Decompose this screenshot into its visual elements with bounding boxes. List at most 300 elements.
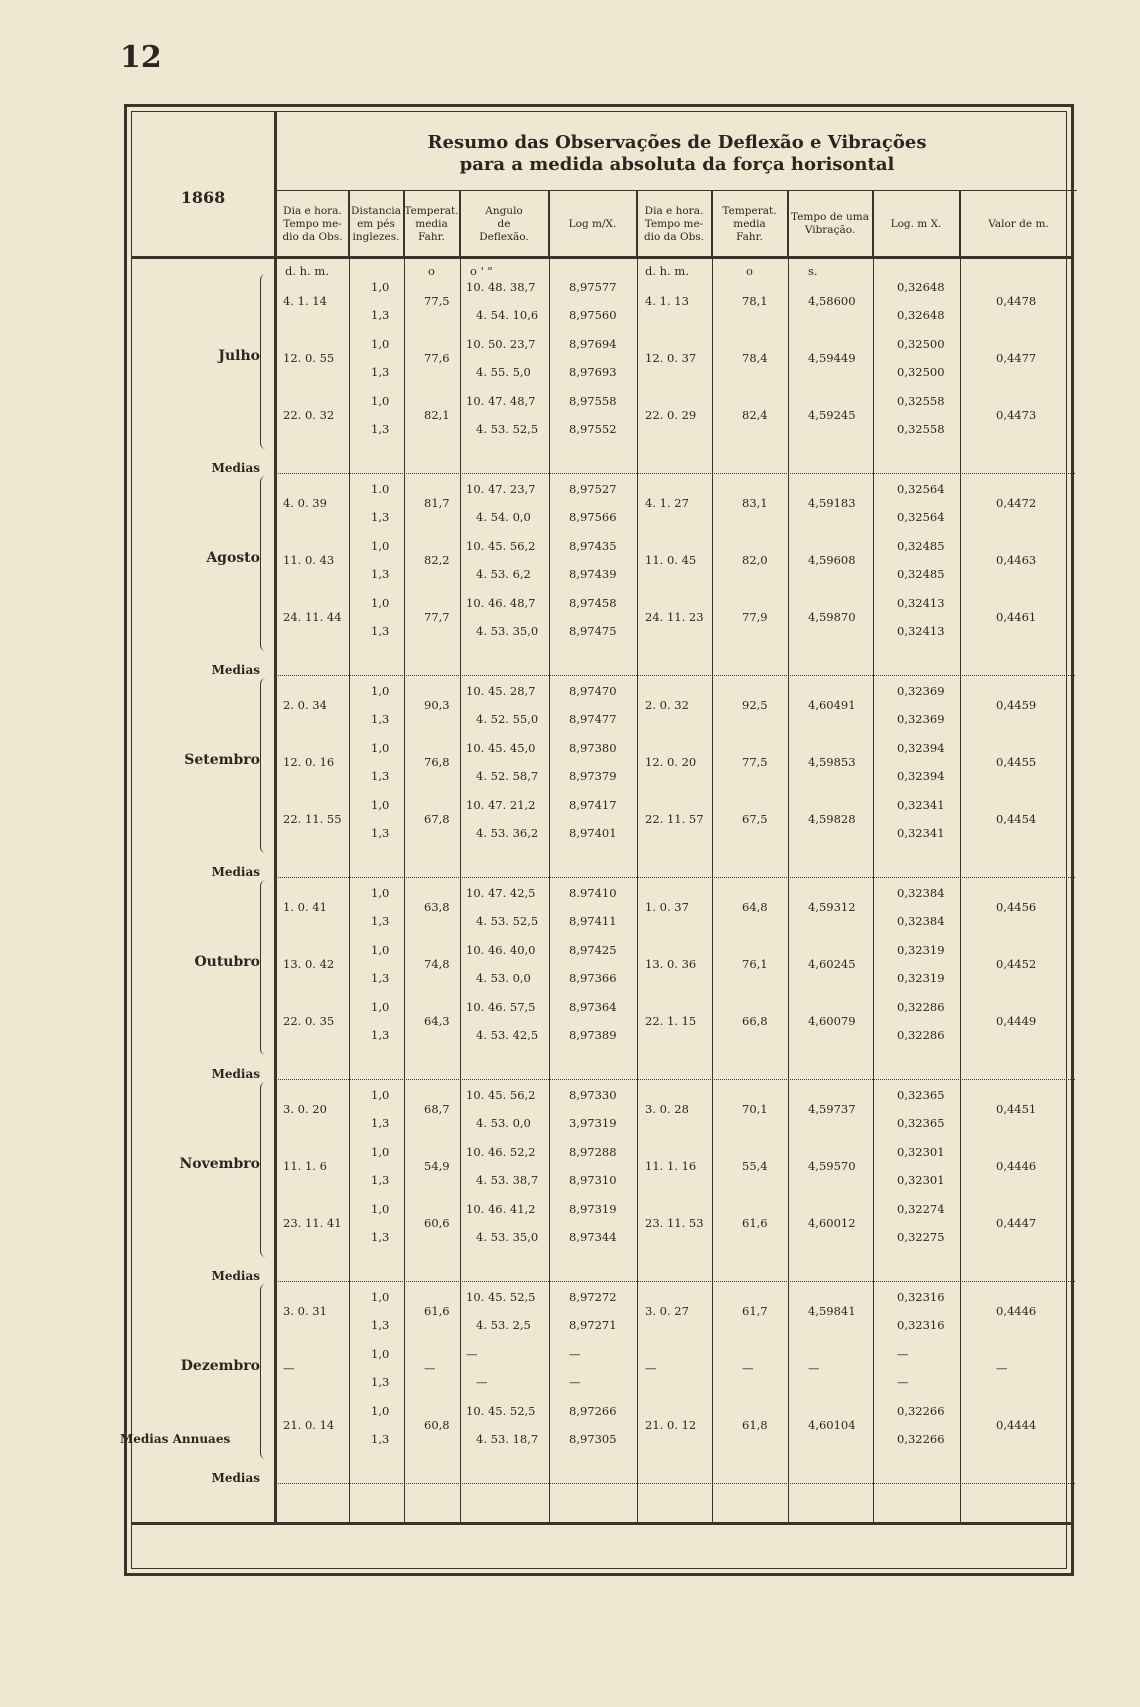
cell-temp2: 67,5 <box>742 812 768 826</box>
cell-dist: 1,3 <box>371 914 390 928</box>
cell-angle: — <box>466 1347 478 1361</box>
medias-label: Medias <box>211 663 260 677</box>
cell-angle: 4. 53. 42,5 <box>476 1028 539 1042</box>
medias-dotted-rule <box>275 877 1075 878</box>
cell-temp1: 90,3 <box>424 698 450 712</box>
cell-dh1: 22. 0. 32 <box>283 408 335 422</box>
cell-valor: 0,4446 <box>996 1304 1037 1318</box>
cell-dist: 1,0 <box>371 337 390 351</box>
cell-temp2: 92,5 <box>742 698 768 712</box>
column-divider <box>712 190 713 1522</box>
cell-log: 8,97470 <box>569 684 617 698</box>
cell-angle: 10. 46. 40,0 <box>466 943 536 957</box>
month-label: Julho <box>218 347 260 364</box>
cell-valor: 0,4455 <box>996 755 1037 769</box>
cell-dist: 1,0 <box>371 943 390 957</box>
cell-angle: 10. 45. 56,2 <box>466 539 536 553</box>
cell-vib: 4,60245 <box>808 957 856 971</box>
cell-logmx: 0,32369 <box>897 712 945 726</box>
cell-dist: 1,0 <box>371 1000 390 1014</box>
cell-valor: 0,4454 <box>996 812 1037 826</box>
cell-dist: 1.0 <box>371 482 390 496</box>
unit-dh1: d. h. m. <box>285 264 329 278</box>
cell-temp1: 74,8 <box>424 957 450 971</box>
cell-dist: 1,0 <box>371 1290 390 1304</box>
cell-dist: 1,3 <box>371 1318 390 1332</box>
cell-dh2: 13. 0. 36 <box>645 957 697 971</box>
month-brace <box>260 274 271 449</box>
cell-vib: 4,60079 <box>808 1014 856 1028</box>
cell-temp2: 82,0 <box>742 553 768 567</box>
medias-dotted-rule <box>275 675 1075 676</box>
cell-dh1: 22. 11. 55 <box>283 812 342 826</box>
cell-log: 8,97560 <box>569 308 617 322</box>
cell-logmx: 0,32274 <box>897 1202 945 1216</box>
month-brace <box>260 476 271 651</box>
cell-dist: 1,3 <box>371 1375 390 1389</box>
cell-log: 8,97417 <box>569 798 617 812</box>
cell-dist: 1,0 <box>371 1088 390 1102</box>
cell-log: 8,97266 <box>569 1404 617 1418</box>
cell-dh1: 12. 0. 16 <box>283 755 335 769</box>
cell-log: 8,97477 <box>569 712 617 726</box>
cell-angle: 4. 53. 2,5 <box>476 1318 531 1332</box>
cell-angle: — <box>476 1375 488 1389</box>
column-divider <box>788 190 789 1522</box>
cell-logmx: 0,32394 <box>897 769 945 783</box>
cell-dist: 1,3 <box>371 1173 390 1187</box>
cell-temp1: 76,8 <box>424 755 450 769</box>
column-header: Dia e hora. Tempo me- dio da Obs. <box>637 191 712 257</box>
cell-angle: 10. 46. 52,2 <box>466 1145 536 1159</box>
cell-logmx: 0,32286 <box>897 1028 945 1042</box>
cell-temp2: 61,8 <box>742 1418 768 1432</box>
cell-angle: 4. 53. 18,7 <box>476 1432 539 1446</box>
cell-dh2: 3. 0. 28 <box>645 1102 689 1116</box>
cell-logmx: 0,32365 <box>897 1088 945 1102</box>
cell-dh1: 4. 0. 39 <box>283 496 327 510</box>
cell-logmx: 0,32341 <box>897 826 945 840</box>
cell-vib: 4,59737 <box>808 1102 856 1116</box>
cell-temp2: 61,6 <box>742 1216 768 1230</box>
cell-logmx: 0,32316 <box>897 1318 945 1332</box>
medias-dotted-rule <box>275 1281 1075 1282</box>
cell-dh2: 22. 1. 15 <box>645 1014 697 1028</box>
medias-dotted-rule <box>275 1483 1075 1484</box>
cell-log: — <box>569 1375 581 1389</box>
year-label: 1868 <box>180 188 226 207</box>
cell-temp1: 82,2 <box>424 553 450 567</box>
cell-dh2: 23. 11. 53 <box>645 1216 704 1230</box>
month-brace <box>260 1284 271 1459</box>
cell-valor: 0,4472 <box>996 496 1037 510</box>
unit-temp1: o <box>428 264 435 278</box>
cell-temp1: 77,7 <box>424 610 450 624</box>
month-label: Setembro <box>184 751 260 768</box>
cell-angle: 4. 53. 0,0 <box>476 1116 531 1130</box>
cell-log: 8,97364 <box>569 1000 617 1014</box>
column-divider <box>637 190 638 1522</box>
cell-dh2: 1. 0. 37 <box>645 900 689 914</box>
unit-temp2: o <box>746 264 753 278</box>
cell-valor: 0,4473 <box>996 408 1037 422</box>
cell-logmx: 0,32365 <box>897 1116 945 1130</box>
cell-log: 8,97425 <box>569 943 617 957</box>
cell-dh1: 11. 0. 43 <box>283 553 335 567</box>
cell-angle: 4. 53. 38,7 <box>476 1173 539 1187</box>
medias-dotted-rule <box>275 1079 1075 1080</box>
cell-dist: 1,3 <box>371 826 390 840</box>
cell-log: 8,97577 <box>569 280 617 294</box>
cell-temp2: 55,4 <box>742 1159 768 1173</box>
cell-dh2: 3. 0. 27 <box>645 1304 689 1318</box>
cell-log: 8,97566 <box>569 510 617 524</box>
cell-dh1: 3. 0. 20 <box>283 1102 327 1116</box>
cell-logmx: 0,32485 <box>897 539 945 553</box>
cell-angle: 10. 47. 23,7 <box>466 482 536 496</box>
cell-logmx: 0,32564 <box>897 482 945 496</box>
cell-temp1: 82,1 <box>424 408 450 422</box>
table-frame <box>124 104 1074 1576</box>
cell-temp1: 77,5 <box>424 294 450 308</box>
cell-dist: 1,3 <box>371 1230 390 1244</box>
cell-valor: 0,4461 <box>996 610 1037 624</box>
cell-vib: 4,59183 <box>808 496 856 510</box>
cell-temp1: 61,6 <box>424 1304 450 1318</box>
cell-angle: 4. 52. 58,7 <box>476 769 539 783</box>
cell-temp1: 67,8 <box>424 812 450 826</box>
cell-dist: 1,3 <box>371 1432 390 1446</box>
cell-dist: 1,0 <box>371 394 390 408</box>
cell-dh2: — <box>645 1361 657 1375</box>
column-divider <box>404 190 405 1522</box>
cell-dist: 1,0 <box>371 886 390 900</box>
cell-vib: 4,59245 <box>808 408 856 422</box>
column-divider <box>549 190 550 1522</box>
table-inner <box>131 111 1067 1569</box>
cell-log: 8.97410 <box>569 886 617 900</box>
cell-angle: 10. 48. 38,7 <box>466 280 536 294</box>
medias-label: Medias <box>211 1471 260 1485</box>
cell-vib: 4,59312 <box>808 900 856 914</box>
cell-temp1: 81,7 <box>424 496 450 510</box>
cell-dist: 1,3 <box>371 510 390 524</box>
month-column <box>132 112 277 1522</box>
cell-log: 8,97435 <box>569 539 617 553</box>
cell-log: 8,97411 <box>569 914 617 928</box>
cell-angle: 10. 45. 28,7 <box>466 684 536 698</box>
unit-angle: o ' " <box>470 264 493 278</box>
cell-angle: 4. 54. 0,0 <box>476 510 531 524</box>
cell-temp2: 77,9 <box>742 610 768 624</box>
cell-dh2: 21. 0. 12 <box>645 1418 697 1432</box>
cell-logmx: 0,32266 <box>897 1404 945 1418</box>
cell-dh2: 22. 0. 29 <box>645 408 697 422</box>
cell-dist: 1,0 <box>371 280 390 294</box>
cell-valor: 0,4478 <box>996 294 1037 308</box>
cell-logmx: — <box>897 1375 909 1389</box>
medias-annuaes-label: Medias Annuaes <box>120 1432 231 1446</box>
cell-dist: 1,3 <box>371 308 390 322</box>
cell-dh2: 11. 1. 16 <box>645 1159 697 1173</box>
column-header: Tempo de uma Vibração. <box>788 191 873 257</box>
cell-valor: 0,4444 <box>996 1418 1037 1432</box>
cell-temp1: 64,3 <box>424 1014 450 1028</box>
cell-vib: 4,59828 <box>808 812 856 826</box>
cell-logmx: 0,32301 <box>897 1173 945 1187</box>
table-title <box>277 132 1077 176</box>
cell-angle: 10. 46. 57,5 <box>466 1000 536 1014</box>
cell-log: 8,97366 <box>569 971 617 985</box>
cell-dh1: 21. 0. 14 <box>283 1418 335 1432</box>
column-header: Valor de m. <box>988 217 1049 230</box>
cell-angle: 4. 53. 6,2 <box>476 567 531 581</box>
cell-dh1: 3. 0. 31 <box>283 1304 327 1318</box>
cell-logmx: 0,32394 <box>897 741 945 755</box>
cell-dist: 1,0 <box>371 741 390 755</box>
medias-label: Medias <box>211 865 260 879</box>
cell-log: — <box>569 1347 581 1361</box>
cell-temp2: 64,8 <box>742 900 768 914</box>
medias-label: Medias <box>211 1067 260 1081</box>
title-line-1: Resumo das Observações de Deflexão e Vibrações <box>427 132 927 153</box>
cell-dh2: 11. 0. 45 <box>645 553 697 567</box>
medias-dotted-rule <box>275 473 1075 474</box>
header-rule <box>132 256 1074 259</box>
header-row <box>277 190 1077 257</box>
cell-log: 8,97272 <box>569 1290 617 1304</box>
cell-valor: 0,4451 <box>996 1102 1037 1116</box>
cell-angle: 10. 45. 45,0 <box>466 741 536 755</box>
cell-valor: 0,4452 <box>996 957 1037 971</box>
cell-dh2: 12. 0. 20 <box>645 755 697 769</box>
cell-log: 8,97380 <box>569 741 617 755</box>
cell-vib: — <box>808 1361 820 1375</box>
cell-dist: 1,0 <box>371 1347 390 1361</box>
cell-angle: 4. 53. 0,0 <box>476 971 531 985</box>
column-header: Angulo de Deflexão. <box>460 191 549 257</box>
cell-log: 8,97558 <box>569 394 617 408</box>
cell-angle: 4. 53. 35,0 <box>476 624 539 638</box>
cell-dist: 1,3 <box>371 1116 390 1130</box>
cell-log: 8,97401 <box>569 826 617 840</box>
cell-valor: 0,4446 <box>996 1159 1037 1173</box>
cell-temp2: 77,5 <box>742 755 768 769</box>
cell-logmx: 0,32564 <box>897 510 945 524</box>
cell-log: 8,97527 <box>569 482 617 496</box>
cell-vib: 4,59841 <box>808 1304 856 1318</box>
title-line-2: para a medida absoluta da força horisontal <box>459 154 895 175</box>
cell-angle: 4. 53. 35,0 <box>476 1230 539 1244</box>
cell-angle: 4. 53. 36,2 <box>476 826 539 840</box>
cell-log: 8,97330 <box>569 1088 617 1102</box>
month-label: Agosto <box>206 549 260 566</box>
cell-angle: 10. 46. 48,7 <box>466 596 536 610</box>
cell-logmx: 0,32301 <box>897 1145 945 1159</box>
cell-temp2: 61,7 <box>742 1304 768 1318</box>
cell-logmx: 0,32485 <box>897 567 945 581</box>
cell-angle: 10. 45. 52,5 <box>466 1404 536 1418</box>
cell-temp1: 63,8 <box>424 900 450 914</box>
cell-log: 8,97694 <box>569 337 617 351</box>
cell-dist: 1,3 <box>371 712 390 726</box>
cell-valor: 0,4447 <box>996 1216 1037 1230</box>
cell-logmx: 0,32558 <box>897 422 945 436</box>
cell-log: 3,97319 <box>569 1116 617 1130</box>
cell-logmx: 0,32319 <box>897 943 945 957</box>
cell-valor: 0,4449 <box>996 1014 1037 1028</box>
cell-logmx: 0,32413 <box>897 624 945 638</box>
cell-logmx: 0,32413 <box>897 596 945 610</box>
cell-dist: 1,0 <box>371 684 390 698</box>
column-header: Log m/X. <box>549 191 637 257</box>
cell-dist: 1,3 <box>371 365 390 379</box>
column-divider <box>960 190 961 1522</box>
month-label: Novembro <box>179 1155 260 1172</box>
cell-vib: 4,60012 <box>808 1216 856 1230</box>
cell-dh1: 4. 1. 14 <box>283 294 327 308</box>
cell-dist: 1,0 <box>371 1145 390 1159</box>
cell-valor: 0,4459 <box>996 698 1037 712</box>
month-brace <box>260 880 271 1055</box>
cell-logmx: 0,32316 <box>897 1290 945 1304</box>
cell-angle: 4. 53. 52,5 <box>476 422 539 436</box>
column-header: Temperat. media Fahr. <box>404 191 460 257</box>
cell-dh1: — <box>283 1361 295 1375</box>
cell-dh1: 24. 11. 44 <box>283 610 342 624</box>
cell-dh1: 23. 11. 41 <box>283 1216 342 1230</box>
cell-logmx: 0,32648 <box>897 308 945 322</box>
cell-vib: 4,59570 <box>808 1159 856 1173</box>
cell-dist: 1,0 <box>371 798 390 812</box>
cell-logmx: — <box>897 1347 909 1361</box>
cell-log: 8,97310 <box>569 1173 617 1187</box>
column-divider <box>349 190 350 1522</box>
cell-log: 8,97389 <box>569 1028 617 1042</box>
cell-dh1: 13. 0. 42 <box>283 957 335 971</box>
cell-angle: 4. 53. 52,5 <box>476 914 539 928</box>
cell-dh2: 24. 11. 23 <box>645 610 704 624</box>
medias-label: Medias <box>211 1269 260 1283</box>
cell-angle: 10. 47. 21,2 <box>466 798 536 812</box>
cell-dh1: 12. 0. 55 <box>283 351 335 365</box>
medias-label: Medias <box>211 461 260 475</box>
cell-dh2: 4. 1. 27 <box>645 496 689 510</box>
cell-temp1: 54,9 <box>424 1159 450 1173</box>
cell-vib: 4,58600 <box>808 294 856 308</box>
cell-angle: 4. 54. 10,6 <box>476 308 539 322</box>
cell-vib: 4,59449 <box>808 351 856 365</box>
cell-log: 8,97439 <box>569 567 617 581</box>
cell-dh2: 4. 1. 13 <box>645 294 689 308</box>
column-divider <box>873 190 874 1522</box>
cell-dist: 1,3 <box>371 624 390 638</box>
cell-angle: 10. 47. 48,7 <box>466 394 536 408</box>
cell-temp2: 66,8 <box>742 1014 768 1028</box>
cell-valor: — <box>996 1361 1008 1375</box>
cell-temp2: 82,4 <box>742 408 768 422</box>
cell-angle: 10. 45. 56,2 <box>466 1088 536 1102</box>
cell-temp1: 60,6 <box>424 1216 450 1230</box>
cell-temp1: 60,8 <box>424 1418 450 1432</box>
column-header: Temperat. media Fahr. <box>712 191 788 257</box>
cell-dist: 1,0 <box>371 596 390 610</box>
cell-dh1: 2. 0. 34 <box>283 698 327 712</box>
month-label: Dezembro <box>180 1357 260 1374</box>
cell-angle: 4. 55. 5,0 <box>476 365 531 379</box>
month-label: Outubro <box>194 953 260 970</box>
cell-temp2: 78,4 <box>742 351 768 365</box>
cell-dh2: 2. 0. 32 <box>645 698 689 712</box>
cell-valor: 0,4463 <box>996 553 1037 567</box>
cell-temp2: — <box>742 1361 754 1375</box>
cell-logmx: 0,32648 <box>897 280 945 294</box>
cell-logmx: 0,32319 <box>897 971 945 985</box>
cell-log: 8,97475 <box>569 624 617 638</box>
cell-dist: 1,3 <box>371 769 390 783</box>
cell-vib: 4,60491 <box>808 698 856 712</box>
cell-temp1: — <box>424 1361 436 1375</box>
column-divider <box>460 190 461 1522</box>
cell-temp1: 77,6 <box>424 351 450 365</box>
cell-dh2: 22. 11. 57 <box>645 812 704 826</box>
cell-angle: 10. 47. 42,5 <box>466 886 536 900</box>
cell-log: 8,97288 <box>569 1145 617 1159</box>
cell-dist: 1,3 <box>371 422 390 436</box>
cell-dh2: 12. 0. 37 <box>645 351 697 365</box>
cell-valor: 0,4456 <box>996 900 1037 914</box>
cell-valor: 0,4477 <box>996 351 1037 365</box>
unit-vib: s. <box>808 264 818 278</box>
unit-dh2: d. h. m. <box>645 264 689 278</box>
cell-dh1: 11. 1. 6 <box>283 1159 327 1173</box>
column-header: Dia e hora. Tempo me- dio da Obs. <box>277 191 349 257</box>
cell-logmx: 0,32275 <box>897 1230 945 1244</box>
cell-vib: 4,59870 <box>808 610 856 624</box>
cell-angle: 10. 46. 41,2 <box>466 1202 536 1216</box>
cell-dist: 1,3 <box>371 567 390 581</box>
cell-dist: 1,3 <box>371 971 390 985</box>
cell-logmx: 0,32286 <box>897 1000 945 1014</box>
cell-angle: 10. 45. 52,5 <box>466 1290 536 1304</box>
column-header: Distancia em pés inglezes. <box>349 191 404 257</box>
cell-log: 8,97552 <box>569 422 617 436</box>
cell-dh1: 22. 0. 35 <box>283 1014 335 1028</box>
cell-temp2: 83,1 <box>742 496 768 510</box>
cell-logmx: 0,32384 <box>897 886 945 900</box>
cell-log: 8,97693 <box>569 365 617 379</box>
cell-dist: 1,0 <box>371 1202 390 1216</box>
cell-log: 8,97379 <box>569 769 617 783</box>
month-brace <box>260 1082 271 1257</box>
cell-temp2: 78,1 <box>742 294 768 308</box>
cell-logmx: 0,32266 <box>897 1432 945 1446</box>
cell-log: 8,97458 <box>569 596 617 610</box>
cell-vib: 4,59853 <box>808 755 856 769</box>
cell-logmx: 0,32341 <box>897 798 945 812</box>
column-header: Log. m X. <box>873 191 960 257</box>
page-number: 12 <box>120 40 162 75</box>
cell-logmx: 0,32558 <box>897 394 945 408</box>
cell-logmx: 0,32384 <box>897 914 945 928</box>
month-brace <box>260 678 271 853</box>
cell-vib: 4,59608 <box>808 553 856 567</box>
cell-dist: 1,0 <box>371 1404 390 1418</box>
cell-temp2: 76,1 <box>742 957 768 971</box>
cell-angle: 4. 52. 55,0 <box>476 712 539 726</box>
cell-angle: 10. 50. 23,7 <box>466 337 536 351</box>
cell-logmx: 0,32500 <box>897 365 945 379</box>
